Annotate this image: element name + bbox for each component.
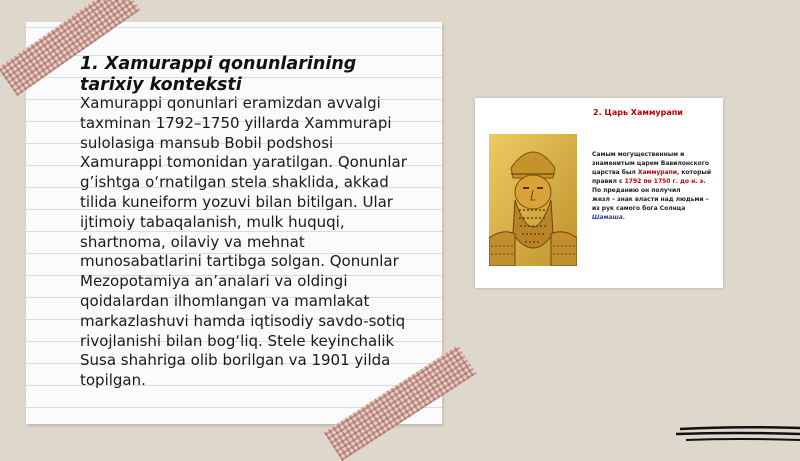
picture-title: 2. Царь Хаммурапи xyxy=(593,108,683,117)
decorative-lines xyxy=(676,424,800,444)
picture-text-god: Шамаша. xyxy=(592,214,626,221)
picture-text-line1: Самым могущественным и знаменитым царем Вавилонского царства был xyxy=(592,151,710,176)
slide-title: 1. Xamurappi qonunlarining tarixiy konteksti xyxy=(80,54,357,95)
picture-text-dates: 1792 по 1750 г. до н. э. xyxy=(624,178,706,185)
hammurabi-slide-picture xyxy=(475,98,723,288)
picture-text xyxy=(592,150,716,222)
slide-body-text: Xamurappi qonunlari eramizdan avvalgi taxminan 1792–1750 yillarda Xammurapi sulolasiga mansub Bobil podshosi Xamurappi tomonidan yaratilgan. Qonunlar g’ishtga o‘rnatilgan stela shaklida, akkad tilida kuneiform yozuvi bilan bitilgan. Ular ijtimoiy tabaqalanish, mulk huquqi, shartnoma, oilaviy va mehnat munosabatlarini tartibga solgan. Qonunlar Mezopotamiya an’analari va oldingi qoidalardan ilhomlangan va mamlakat markazlashuvi hamda iqtisodiy savdo-sotiq rivojlanishi bilan bog‘liq. Stele keyinchalik Susa shahriga olib borilgan va 1901 yilda topilgan. xyxy=(80,94,407,390)
picture-text-line4: жезл – знак власти над людьми – из рук самого бога Солнца xyxy=(592,196,709,212)
picture-text-name: Хаммурапи, xyxy=(637,169,680,176)
picture-text-line3: По преданию он получил xyxy=(592,187,681,194)
hammurabi-portrait-image xyxy=(489,134,577,266)
picture-text-line2: который правил с xyxy=(592,169,712,185)
